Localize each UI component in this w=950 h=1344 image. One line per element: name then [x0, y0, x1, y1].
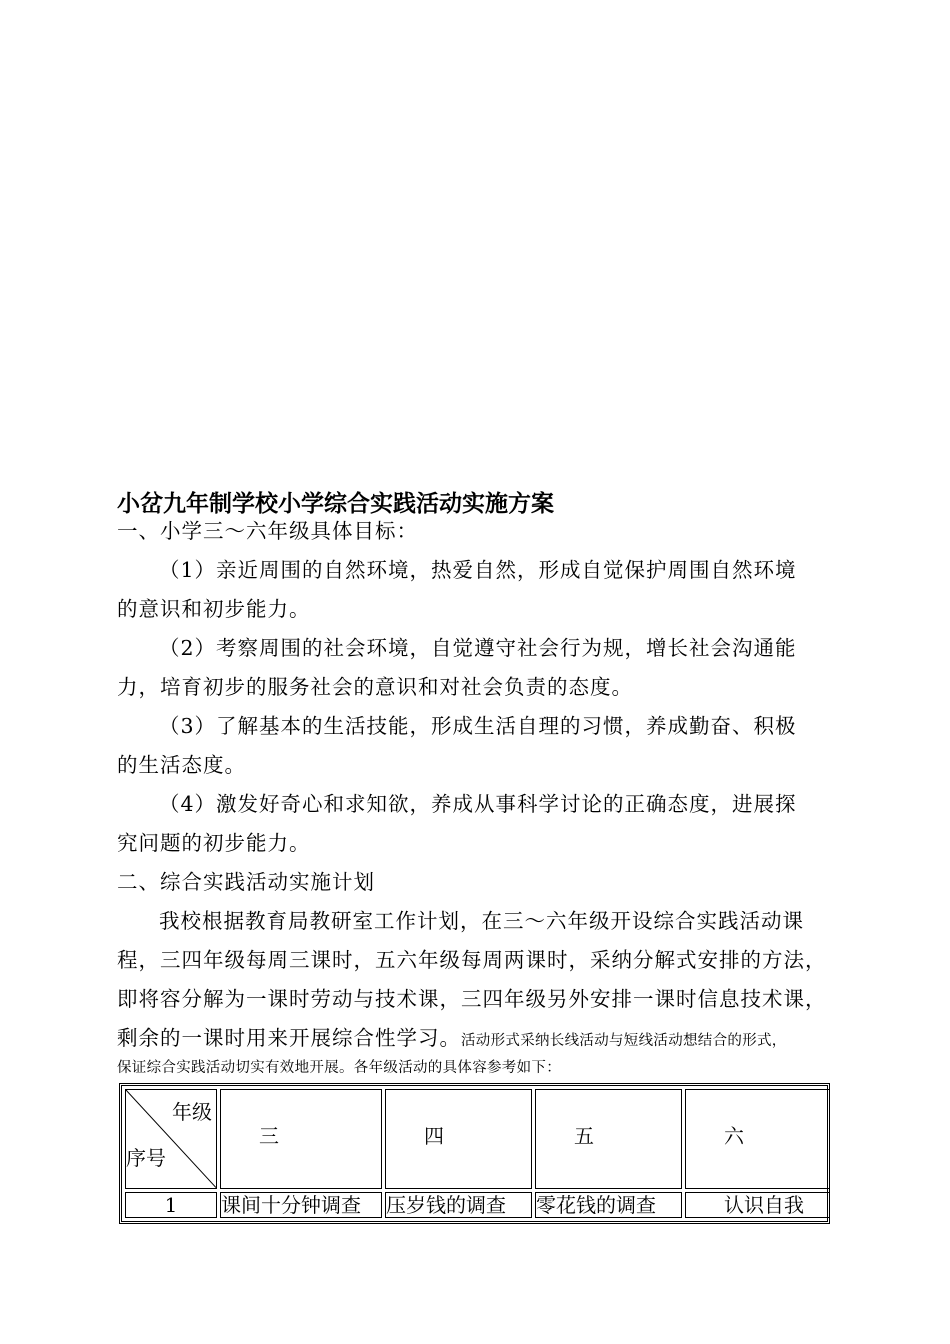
table-cell: 零花钱的调查	[535, 1192, 682, 1218]
plan-line-4	[117, 1023, 787, 1056]
corner-grade-label: 年级	[172, 1100, 212, 1124]
table-cell: 压岁钱的调查	[385, 1192, 532, 1218]
plan-line-1: 我校根据教育局教研室工作计划，在三～六年级开设综合实践活动课	[159, 909, 804, 933]
row-number: 1	[125, 1192, 217, 1218]
grade-header-5: 五	[535, 1089, 682, 1189]
plan-line-4-main: 剩余的一课时用来开展综合性学习。	[117, 1026, 461, 1050]
plan-line-5: 保证综合实践活动切实有效地开展。各年级活动的具体容参考如下：	[117, 1060, 561, 1076]
goal-2-line-2: 力，培育初步的服务社会的意识和对社会负责的态度。	[117, 675, 633, 699]
table-cell: 认识自我	[685, 1192, 830, 1218]
goal-4-line-2: 究问题的初步能力。	[117, 831, 311, 855]
grade-header-3: 三	[220, 1089, 382, 1189]
activity-table	[119, 1083, 830, 1224]
goal-3-line-1: （3）了解基本的生活技能，形成生活自理的习惯，养成勤奋、积极	[159, 714, 797, 738]
section-2-heading: 二、综合实践活动实施计划	[117, 870, 375, 894]
grade-header-6: 六	[685, 1089, 830, 1189]
table-row	[125, 1192, 830, 1218]
plan-line-2: 程，三四年级每周三课时，五六年级每周两课时，采纳分解式安排的方法，	[117, 948, 827, 972]
corner-seq-label: 序号	[126, 1146, 166, 1170]
table-corner-cell	[125, 1089, 217, 1189]
goal-1-line-2: 的意识和初步能力。	[117, 597, 311, 621]
grade-header-4: 四	[385, 1089, 532, 1189]
table-cell: 课间十分钟调查	[220, 1192, 382, 1218]
goal-1-line-1: （1）亲近周围的自然环境，热爱自然，形成自觉保护周围自然环境	[159, 558, 797, 582]
goal-2-line-1: （2）考察周围的社会环境，自觉遵守社会行为规，增长社会沟通能	[159, 636, 797, 660]
document-title: 小岔九年制学校小学综合实践活动实施方案	[117, 491, 554, 517]
goal-3-line-2: 的生活态度。	[117, 753, 246, 777]
goal-4-line-1: （4）激发好奇心和求知欲，养成从事科学讨论的正确态度，进展探	[159, 792, 797, 816]
section-1-heading: 一、小学三～六年级具体目标：	[117, 519, 418, 543]
plan-line-4-small: 活动形式采纳长线活动与短线活动想结合的形式，	[461, 1033, 787, 1049]
plan-line-3: 即将容分解为一课时劳动与技术课，三四年级另外安排一课时信息技术课，	[117, 987, 827, 1011]
table-header-row	[125, 1089, 830, 1189]
